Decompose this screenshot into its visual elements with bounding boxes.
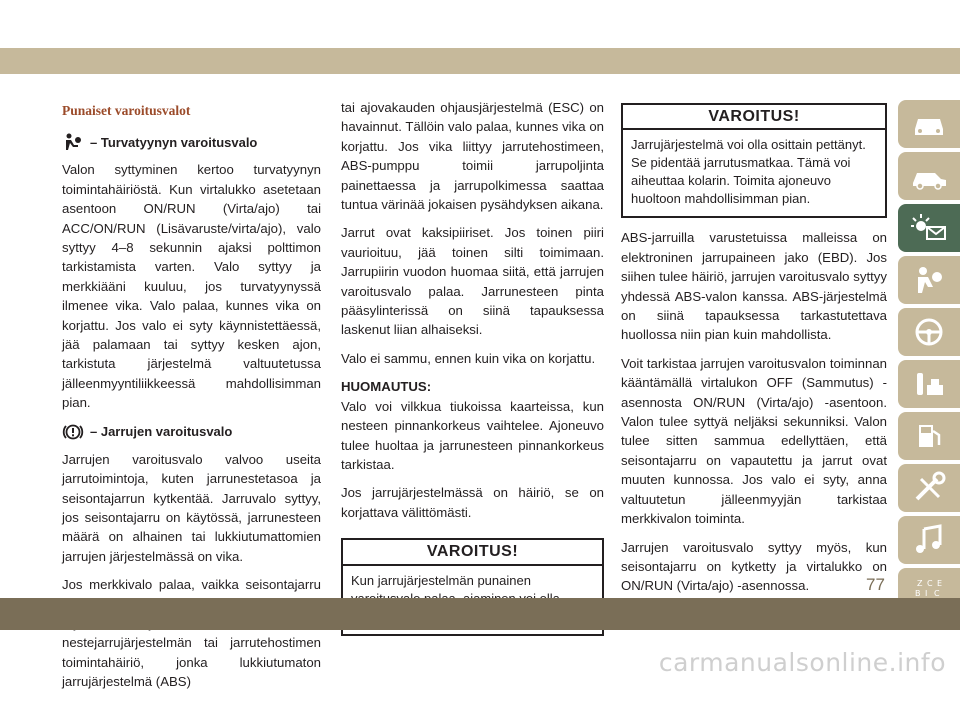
watermark: carmanualsonline.info <box>658 648 946 677</box>
car-front-icon <box>909 107 949 141</box>
svg-text:E: E <box>937 579 943 588</box>
tab-steering[interactable] <box>898 308 960 356</box>
footer-bar <box>0 598 960 630</box>
brake-heading-text: – Jarrujen varoitusvalo <box>90 423 233 439</box>
tab-tools[interactable] <box>898 464 960 512</box>
warning-box-2 <box>621 103 887 218</box>
warning-title-2: VAROITUS! <box>623 105 885 130</box>
brake-paragraph-2: Jos merkkivalo palaa, vaikka seisontajarru nestejarrujärjestelmän tai jarrutehostimen toimintahäiriö, jonka lukkiutumaton jarrujärjestelmä (ABS) <box>62 577 321 690</box>
fuel-icon <box>909 419 949 453</box>
note-title: HUOMAUTUS: <box>341 379 432 395</box>
column-2 <box>341 98 604 646</box>
tab-car-side[interactable] <box>898 152 960 200</box>
tools-icon <box>909 471 949 505</box>
col2-paragraph-2: Jarrut ovat kaksipiiriset. Jos toinen piiri vaurioituu, jää toinen silti toimimaan. Jarrupiirin vuodon huomaa siitä, että jarrujen varoitusvalo palaa. Jarrunesteen pinta pääsylinterissä on siinä tapauksessa laskenut liian alhaiseksi. <box>341 225 604 338</box>
tab-safety[interactable] <box>898 256 960 304</box>
svg-text:I: I <box>925 589 928 598</box>
col2-paragraph-1: tai ajovakauden ohjausjärjestelmä (ESC) on havainnut. Tällöin valo palaa, kunnes vika on korjattu. Jos vika liittyy jarrutehostimeen, ABS-pumppu toimii jarrupoljinta painettaessa ja jarrupolkimessa saattaa tuntua värinää jokaisen pysähdyksen aikana. <box>341 100 604 213</box>
svg-text:Z: Z <box>917 579 923 588</box>
brake-warning-icon <box>62 422 84 442</box>
tab-wrench[interactable] <box>898 360 960 408</box>
tab-warning-lights[interactable] <box>898 204 960 252</box>
tab-car-front[interactable] <box>898 100 960 148</box>
tab-music[interactable] <box>898 516 960 564</box>
brake-paragraph-1: Jarrujen varoitusvalo valvoo useita jarrutoimintoja, kuten jarrunestetasoa ja seisontajarrun kytkentää. Jarruvalo syttyy, jos seisontajarru on käytössä, jarrunesteen määrä on alhainen tai lukkiutumattomien jarrujen järjestelmässä on vika. <box>62 451 321 564</box>
col2-paragraph-4: Jos jarrujärjestelmässä on häiriö, se on korjattava välittömästi. <box>341 485 604 520</box>
car-side-icon <box>909 159 949 193</box>
col3-paragraph-3: Jarrujen varoitusvalo syttyy myös, kun seisontajarru on kytketty ja virtalukko on ON/RUN (Virta/ajo) -asennossa. <box>621 539 887 594</box>
warning-lights-icon <box>909 211 949 245</box>
tab-fuel[interactable] <box>898 412 960 460</box>
music-icon <box>909 523 949 557</box>
svg-text:C: C <box>927 579 933 588</box>
column-3 <box>621 98 887 605</box>
chapter-tabs <box>898 100 960 620</box>
svg-text:B: B <box>915 589 921 598</box>
steering-icon <box>909 315 949 349</box>
airbag-warning-icon <box>62 132 84 152</box>
header-bar <box>0 48 960 74</box>
warning-text-2: Jarrujärjestelmä voi olla osittain pettänyt. Se pidentää jarrutusmatkaa. Tämä voi aiheuttaa kolarin. Toimita ajoneuvo huoltoon mahdollisimman pian. <box>631 137 866 207</box>
airbag-heading-text: – Turvatyynyn varoitusvalo <box>90 134 258 150</box>
airbag-paragraph: Valon syttyminen kertoo turvatyynyn toimintahäiriöstä. Kun virtalukko asetetaan asentoon ON/RUN (Virta/ajo) tai ACC/ON/RUN (Lisävaruste/virta/ajo), valo syttyy 4–8 sekunnin ajaksi polttimon tarkistamista varten. Valo syttyy ja merkkiääni kuuluu, jos turvatyynyssä ilmenee vika. Valo palaa, kunnes vika on korjattu. Jos valo ei syty käynnistettäessä, jää palamaan tai syttyy kesken ajon, tarkistuta järjestelmä valtuutetussa jälleenmyyntiliikkeessä mahdollisimman pian. <box>62 162 321 411</box>
svg-text:C: C <box>934 589 940 598</box>
section-title: Punaiset varoitusvalot <box>62 103 191 118</box>
warning-text-1: Kun jarrujärjestelmän punainen <box>351 572 531 588</box>
note-text: Valo voi vilkkua tiukoissa kaarteissa, kun nesteen pinnankorkeus vaihtelee. Ajoneuvo tulee huoltaa ja jarrunesteen pinnankorkeus tarkistaa. <box>341 398 604 472</box>
warning-title-1: VAROITUS! <box>343 540 602 565</box>
safety-icon <box>909 263 949 297</box>
col2-paragraph-3: Valo ei sammu, ennen kuin vika on korjattu. <box>341 350 596 366</box>
brake-heading <box>62 422 321 442</box>
wrench-icon <box>909 367 949 401</box>
col3-paragraph-2: Voit tarkistaa jarrujen varoitusvalon toiminnan kääntämällä virtalukon OFF (Sammutus) -asennosta ON/RUN (Virta/ajo) -asentoon. Valon tulee syttyä neljäksi sekunniksi. Valon tulee sitten sammua edellyttäen, että seisontajarru on vapautettu ja jarrut ovat muuten kunnossa. Jos valo ei syty, anna valtuutetun jälleenmyyjän tarkistaa merkkivalon toiminta. <box>621 355 887 527</box>
airbag-heading <box>62 132 321 152</box>
col3-paragraph-1: ABS-jarruilla varustetuissa malleissa on elektroninen jarrupaineen jako (EBD). Jos siihen tulee häiriö, jarrujen varoitusvalo syttyy yhdessä ABS-valon kanssa. ABS-järjestelmä on siinä tapauksessa tarkastutettava huollossa niin pian kuin mahdollista. <box>621 230 887 343</box>
page-number: 77 <box>866 575 885 594</box>
